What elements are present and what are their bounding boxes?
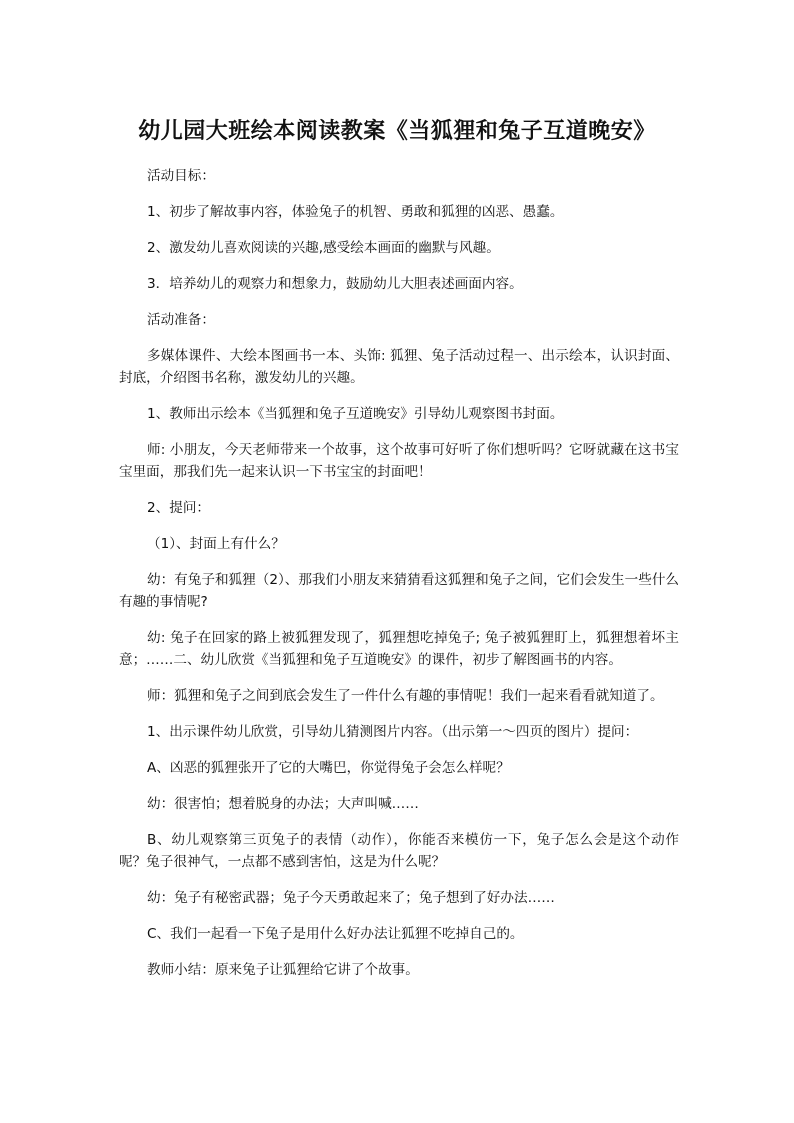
paragraph: 2、提问： (147, 500, 211, 516)
paragraph: 教师小结：原来兔子让狐狸给它讲了个故事。 (147, 962, 419, 978)
paragraph: 3．培养幼儿的观察力和想象力，鼓励幼儿大胆表述画面内容。 (147, 276, 523, 292)
paragraph: 师：狐狸和兔子之间到底会发生了一件什么有趣的事情呢！我们一起来看看就知道了。 (147, 688, 664, 704)
paragraph: 2、激发幼儿喜欢阅读的兴趣,感受绘本画面的幽默与风趣。 (147, 240, 500, 256)
paragraph: B、幼儿观察第三页兔子的表情（动作），你能否来模仿一下，兔子怎么会是这个动作呢？兔子很神气，一点都不感到害怕，这是为什么呢？ (119, 832, 679, 870)
paragraph: （1）、封面上有什么？ (147, 536, 285, 552)
paragraph: A、凶恶的狐狸张开了它的大嘴巴，你觉得兔子会怎么样呢？ (147, 760, 510, 776)
paragraph: 1、出示课件幼儿欣赏，引导幼儿猜测图片内容。（出示第一～四页的图片）提问： (147, 724, 639, 740)
document-title: 幼儿园大班绘本阅读教案《当狐狸和兔子互道晚安》 (138, 119, 656, 144)
paragraph: 1、初步了解故事内容，体验兔子的机智、勇敢和狐狸的凶恶、愚蠢。 (147, 204, 564, 220)
paragraph: C、我们一起看一下兔子是用什么好办法让狐狸不吃掉自己的。 (147, 926, 524, 942)
paragraph: 幼：兔子有秘密武器；兔子今天勇敢起来了；兔子想到了好办法…… (147, 890, 555, 906)
paragraph: 幼：很害怕；想着脱身的办法；大声叫喊…… (147, 796, 419, 812)
document-body (119, 165, 679, 995)
paragraph: 1、教师出示绘本《当狐狸和兔子互道晚安》引导幼儿观察图书封面。 (147, 406, 564, 422)
paragraph: 幼: 兔子在回家的路上被狐狸发现了，狐狸想吃掉兔子; 兔子被狐狸盯上，狐狸想着坏主意；……二、幼儿欣赏《当狐狸和兔子互道晚安》的课件，初步了解图画书的内容。 (119, 630, 679, 668)
paragraph: 活动目标： (147, 168, 215, 184)
paragraph: 幼：有兔子和狐狸（2）、那我们小朋友来猜猜看这狐狸和兔子之间，它们会发生一些什么有趣的事情呢? (119, 572, 680, 610)
paragraph: 多媒体课件、大绘本图画书一本、头饰: 狐狸、兔子活动过程一、出示绘本，认识封面、封底，介绍图书名称，激发幼儿的兴趣。 (119, 348, 679, 386)
paragraph: 师: 小朋友，今天老师带来一个故事，这个故事可好听了你们想听吗？它呀就藏在这书宝宝里面，那我们先一起来认识一下书宝宝的封面吧！ (119, 442, 679, 480)
paragraph: 活动准备： (147, 312, 215, 328)
